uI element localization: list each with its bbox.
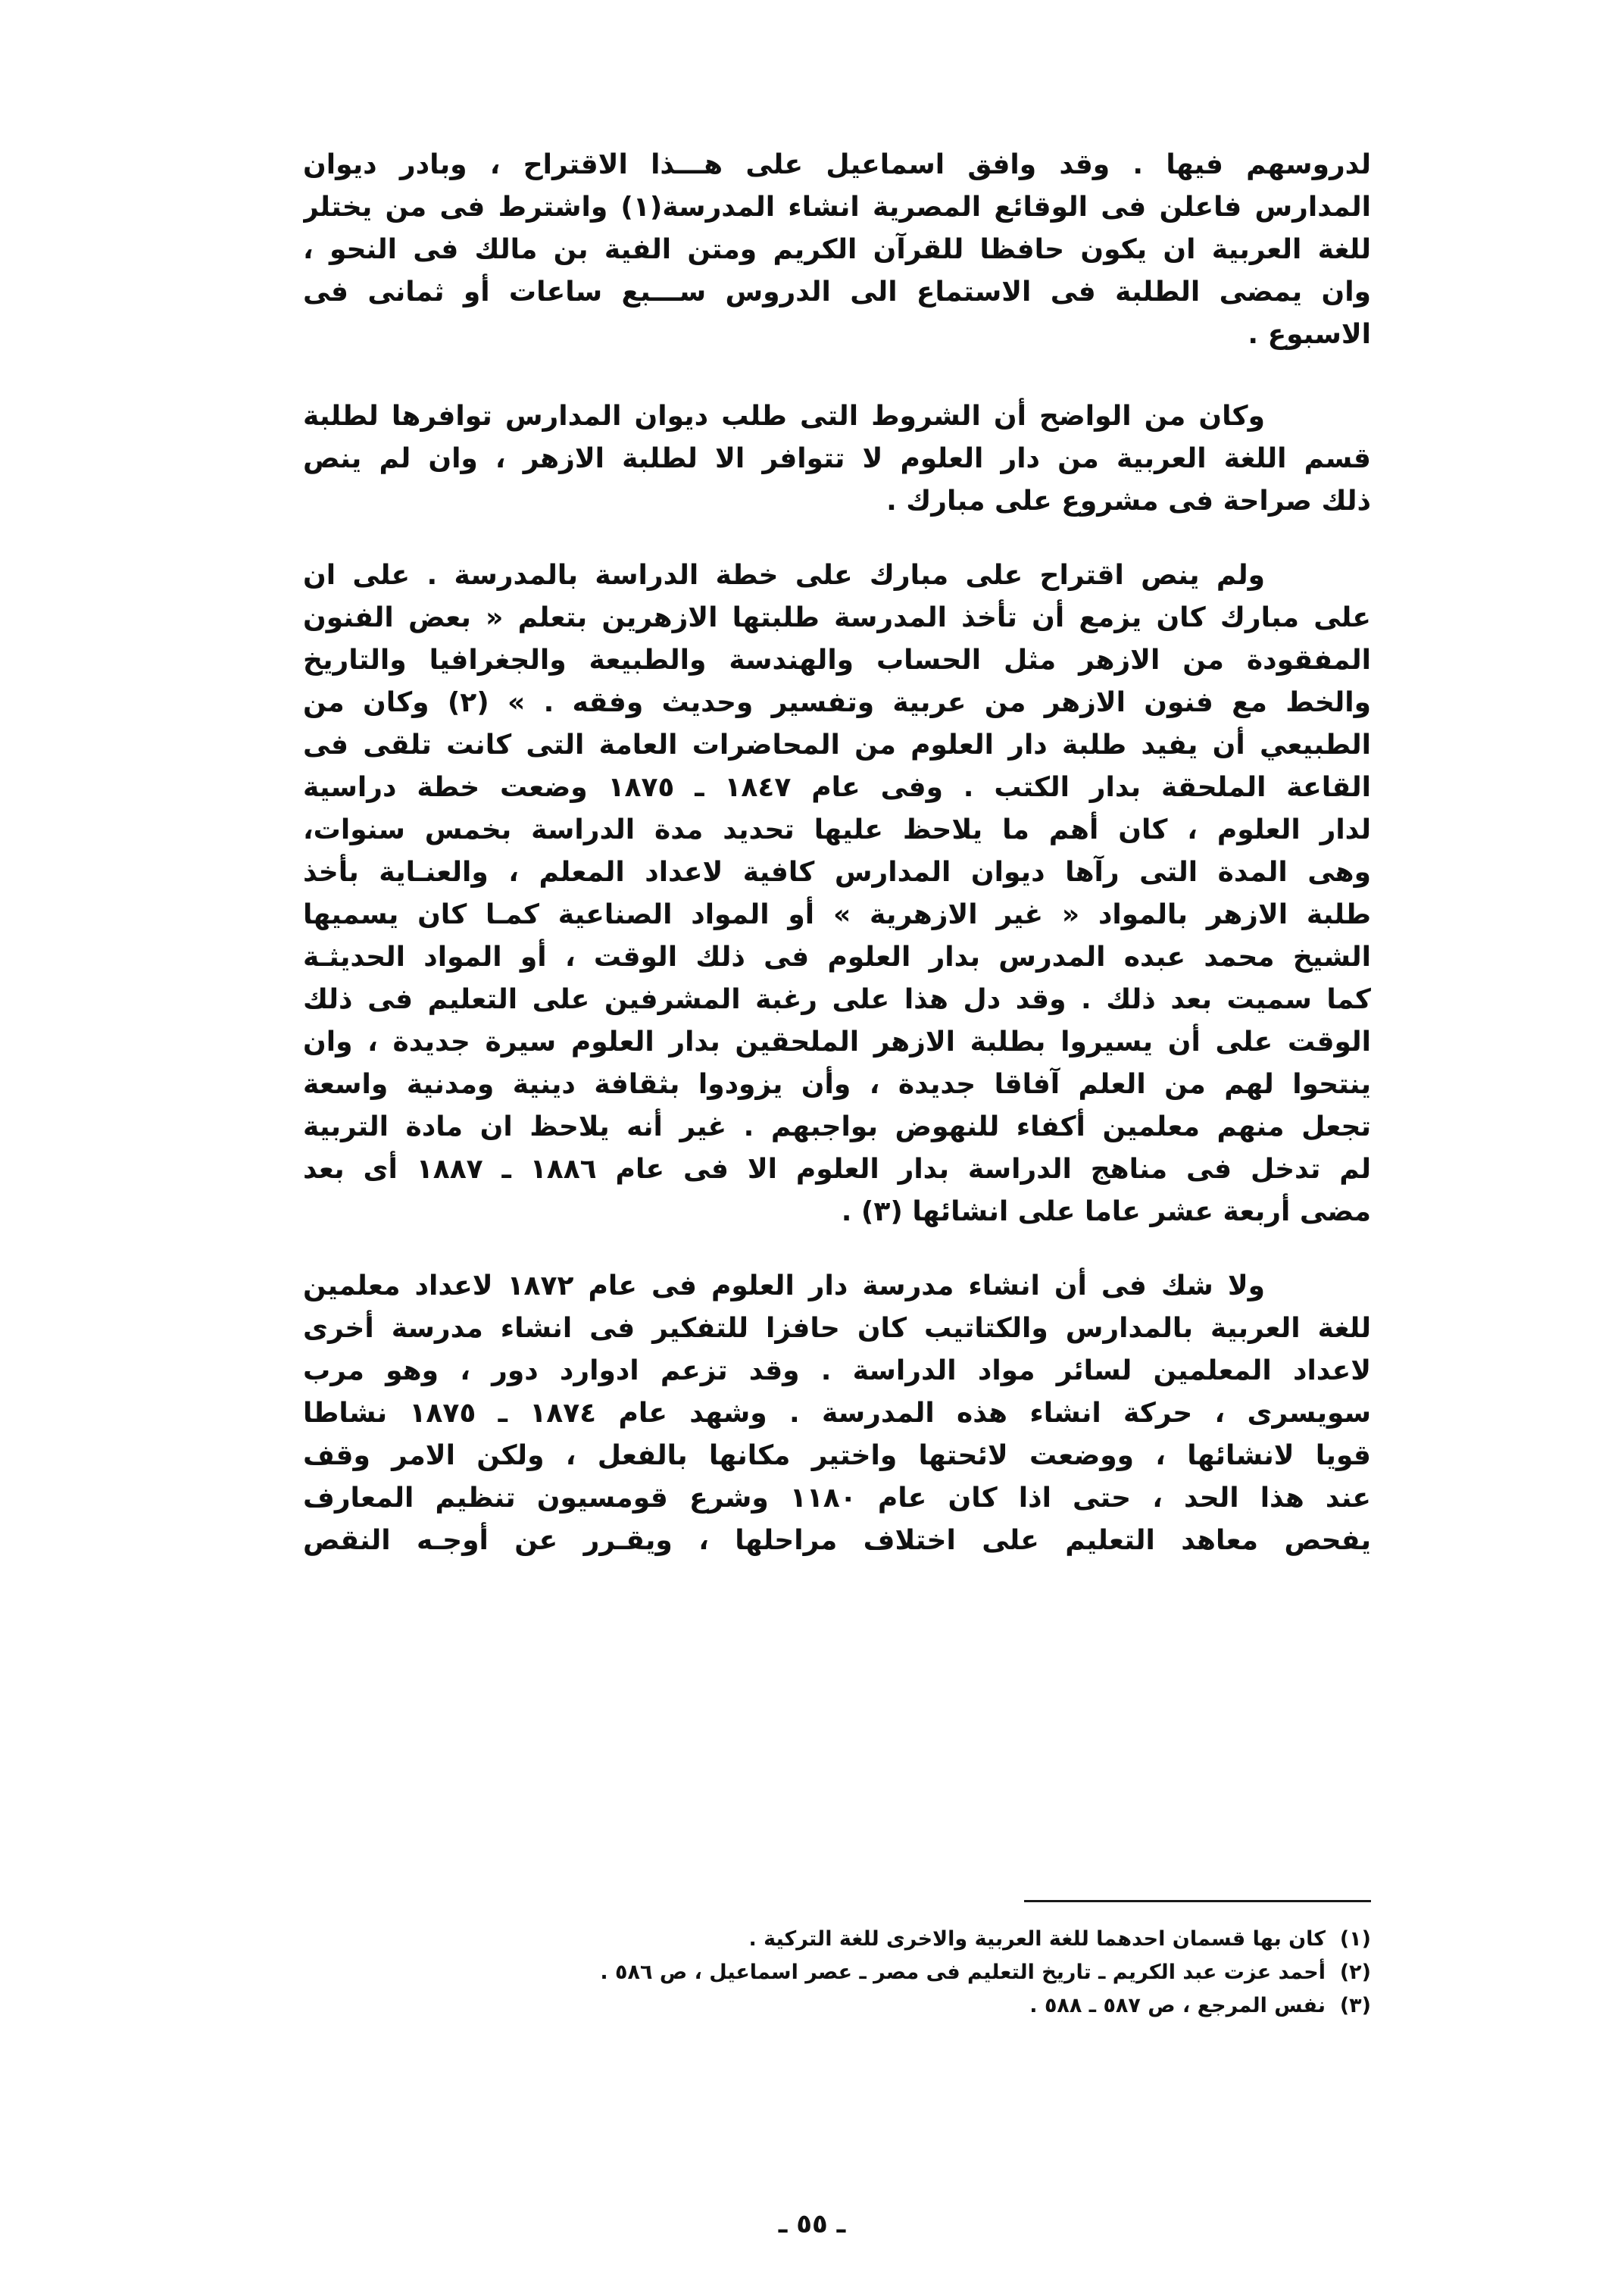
text-line: المفقودة من الازهر مثل الحساب والهندسة والطبيعة والجغرافيا والتاريخ [303,645,1371,676]
text-line: طلبة الازهر بالمواد « غير الازهرية » أو المواد الصناعية كمـا كان يسميها [303,899,1371,930]
text-line: وان يمضى الطلبة فى الاستماع الى الدروس ســـبع ساعات أو ثمانى فى [303,277,1371,308]
text-line: ولا شك فى أن انشاء مدرسة دار العلوم فى عام ١٨٧٢ لاعداد معلمين [303,1270,1266,1301]
footnote-text: نفس المرجع ، ص ٥٨٧ ـ ٥٨٨ . [1029,1994,1326,2017]
text-line: قويا لانشائها ، ووضعت لائحتها واختير مكانها بالفعل ، ولكن الامر وقف [303,1440,1371,1471]
text-line: سويسرى ، حركة انشاء هذه المدرسة . وشهد عام ١٨٧٤ ـ ١٨٧٥ نشاطا [303,1398,1371,1429]
body-text [303,144,1371,1562]
text-line: لم تدخل فى مناهج الدراسة بدار العلوم الا فى عام ١٨٨٦ ـ ١٨٨٧ أى بعد [303,1154,1371,1185]
text-line: على مبارك كان يزمع أن تأخذ المدرسة طلبتها الازهرين بتعلم « بعض الفنون [303,602,1371,633]
paragraph-spacer [303,356,1371,395]
text-line: لدار العلوم ، كان أهم ما يلاحظ عليها تحديد مدة الدراسة بخمس سنوات، [303,814,1371,845]
text-line: تجعل منهم معلمين أكفاء للنهوض بواجبهم . غير أنه يلاحظ ان مادة التربية [303,1111,1371,1142]
text-line: عند هذا الحد ، حتى اذا كان عام ١١٨٠ وشرع قومسيون تنظيم المعارف [303,1483,1371,1514]
text-line: ينتحوا لهم من العلم آفاقا جديدة ، وأن يزودوا بثقافة دينية ومدنية واسعة [303,1069,1371,1100]
paragraph-spacer [303,1233,1371,1265]
text-line: ذلك صراحة فى مشروع على مبارك . [886,486,1371,517]
footnote-number: (٢) [1339,1961,1371,1984]
paragraph-3 [303,555,1371,1233]
page-number: ـ ٥٥ ـ [778,2209,846,2239]
text-line: للغة العربية ان يكون حافظا للقرآن الكريم ومتن الفية بن مالك فى النحو ، [303,234,1371,265]
text-line: مضى أربعة عشر عاما على انشائها (٣) . [841,1196,1371,1227]
footnotes [303,1923,1371,2023]
text-line: كما سميت بعد ذلك . وقد دل هذا على رغبة المشرفين على التعليم فى ذلك [303,984,1371,1015]
text-line: الاسبوع . [1248,319,1371,350]
text-line: والخط مع فنون الازهر من عربية وتفسير وحديث وفقه . » (٢) وكان من [303,687,1371,718]
text-line: لدروسهم فيها . وقد وافق اسماعيل على هـــذا الاقتراح ، وبادر ديوان [303,149,1371,180]
paragraph-1 [303,144,1371,356]
footnote-text: أحمد عزت عبد الكريم ـ تاريخ التعليم فى مصر ـ عصر اسماعيل ، ص ٥٨٦ . [600,1961,1326,1984]
footnote-1 [303,1923,1371,1956]
text-line: وهى المدة التى رآها ديوان المدارس كافية لاعداد المعلم ، والعنـاية بأخذ [303,857,1371,888]
text-line: الشيخ محمد عبده المدرس بدار العلوم فى ذلك الوقت ، أو المواد الحديثـة [303,942,1371,973]
footnote-separator [1024,1900,1371,1902]
text-line: الطبيعي أن يفيد طلبة دار العلوم من المحاضرات العامة التى كانت تلقى فى [303,730,1371,761]
paragraph-2 [303,395,1371,523]
footnote-number: (٣) [1339,1994,1371,2017]
text-line: قسم اللغة العربية من دار العلوم لا تتوافر الا لطلبة الازهر ، وان لم ينص [303,443,1371,474]
footnote-number: (١) [1339,1927,1371,1951]
text-line: الوقت على أن يسيروا بطلبة الازهر الملحقين بدار العلوم سيرة جديدة ، وان [303,1027,1371,1058]
text-line: للغة العربية بالمدارس والكتاتيب كان حافزا للتفكير فى انشاء مدرسة أخرى [303,1313,1371,1344]
paragraph-4 [303,1265,1371,1562]
paragraph-spacer [303,523,1371,555]
footnote-3 [303,1989,1371,2023]
footnote-text: كان بها قسمان احدهما للغة العربية والاخرى للغة التركية . [748,1927,1326,1951]
text-line: القاعة الملحقة بدار الكتب . وفى عام ١٨٤٧ ـ ١٨٧٥ وضعت خطة دراسية [303,772,1371,803]
text-line: المدارس فاعلن فى الوقائع المصرية انشاء المدرسة(١) واشترط فى من يختلر [303,192,1371,223]
text-line: وكان من الواضح أن الشروط التى طلب ديوان المدارس توافرها لطلبة [303,401,1265,432]
text-line: يفحص معاهد التعليم على اختلاف مراحلها ، ويقـرر عن أوجـه النقص [303,1525,1371,1556]
text-line: لاعداد المعلمين لسائر مواد الدراسة . وقد تزعم ادوارد دور ، وهو مرب [303,1355,1371,1386]
text-line: ولم ينص اقتراح على مبارك على خطة الدراسة بالمدرسة . على ان [303,560,1265,591]
footnote-2 [303,1956,1371,1989]
